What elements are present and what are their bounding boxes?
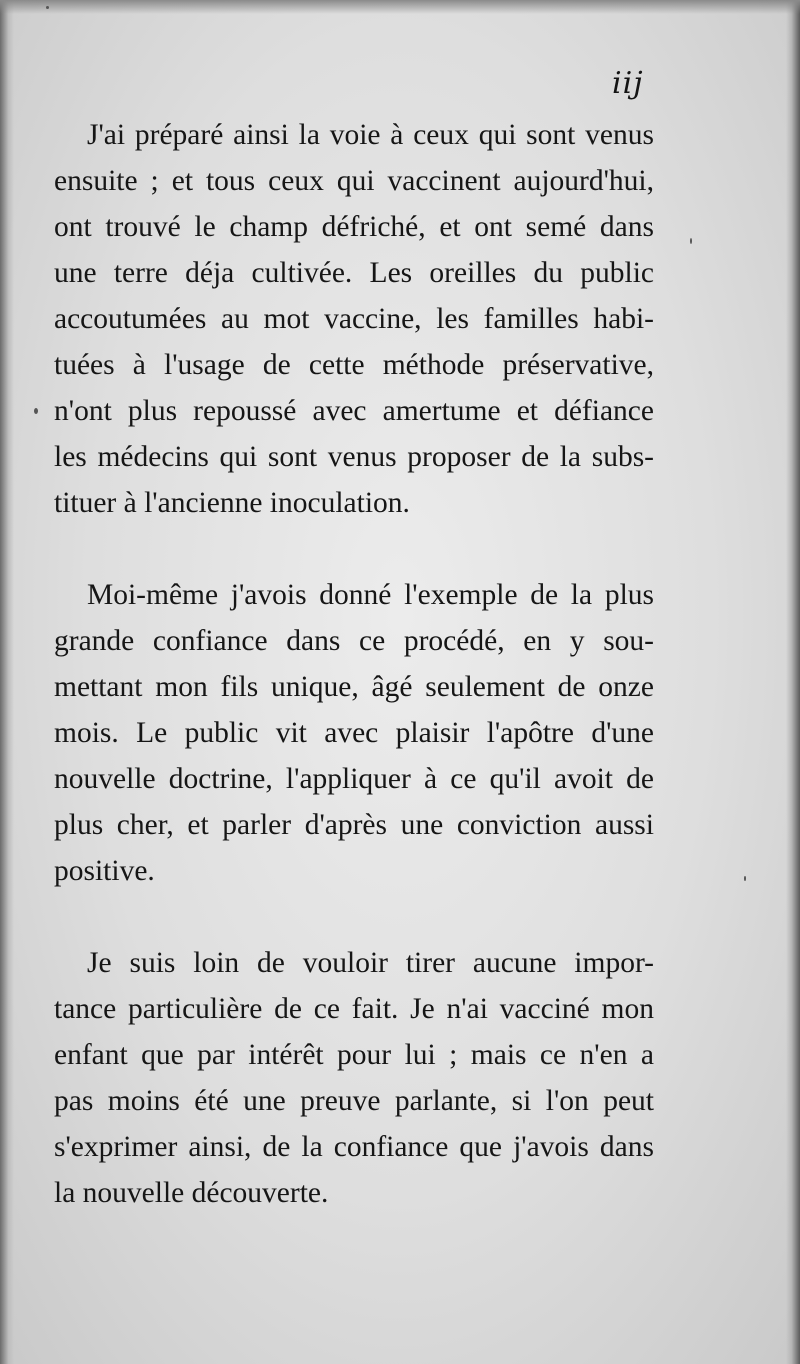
paper-speck [690, 238, 692, 244]
text-line: pas moins été une preuve parlante, si l'on peut [54, 1085, 654, 1117]
paper-speck [744, 876, 746, 881]
text-line: mettant mon fils unique, âgé seulement de onze [54, 671, 654, 703]
text-line: Je suis loin de vouloir tirer aucune impor- [87, 947, 654, 979]
text-line: Moi-même j'avois donné l'exemple de la plus [87, 579, 654, 611]
paragraph-gap [54, 894, 654, 940]
page-body [54, 112, 654, 1216]
paragraph-2 [54, 572, 654, 894]
paragraph-3 [54, 940, 654, 1216]
text-line: accoutumées au mot vaccine, les familles habi- [54, 303, 654, 335]
text-line: tuées à l'usage de cette méthode préservative, [54, 349, 654, 381]
text-line: J'ai préparé ainsi la voie à ceux qui sont venus [87, 119, 654, 151]
page-edge-right [786, 0, 800, 1364]
paper-speck [46, 6, 49, 9]
text-line: enfant que par intérêt pour lui ; mais ce n'en a [54, 1039, 654, 1071]
text-line: mois. Le public vit avec plaisir l'apôtre d'une [54, 717, 654, 749]
text-line: n'ont plus repoussé avec amertume et défiance [54, 395, 654, 427]
text-line: plus cher, et parler d'après une conviction aussi [54, 809, 654, 841]
text-line: les médecins qui sont venus proposer de la subs- [54, 441, 654, 473]
paper-speck [34, 408, 38, 414]
paragraph-gap [54, 526, 654, 572]
text-line: la nouvelle découverte. [54, 1177, 329, 1209]
text-line: positive. [54, 855, 155, 887]
page-edge-left [0, 0, 14, 1364]
text-line: ont trouvé le champ défriché, et ont semé dans [54, 211, 654, 243]
text-line: tituer à l'ancienne inoculation. [54, 487, 410, 519]
text-line: une terre déja cultivée. Les oreilles du public [54, 257, 654, 289]
text-line: ensuite ; et tous ceux qui vaccinent aujourd'hui, [54, 165, 654, 197]
text-line: tance particulière de ce fait. Je n'ai vacciné mon [54, 993, 654, 1025]
paragraph-1 [54, 112, 654, 526]
text-line: nouvelle doctrine, l'appliquer à ce qu'il avoit de [54, 763, 654, 795]
page-number: iij [612, 66, 644, 101]
page-edge-top [0, 0, 800, 14]
text-line: grande confiance dans ce procédé, en y sou- [54, 625, 654, 657]
text-line: s'exprimer ainsi, de la confiance que j'avois dans [54, 1131, 654, 1163]
